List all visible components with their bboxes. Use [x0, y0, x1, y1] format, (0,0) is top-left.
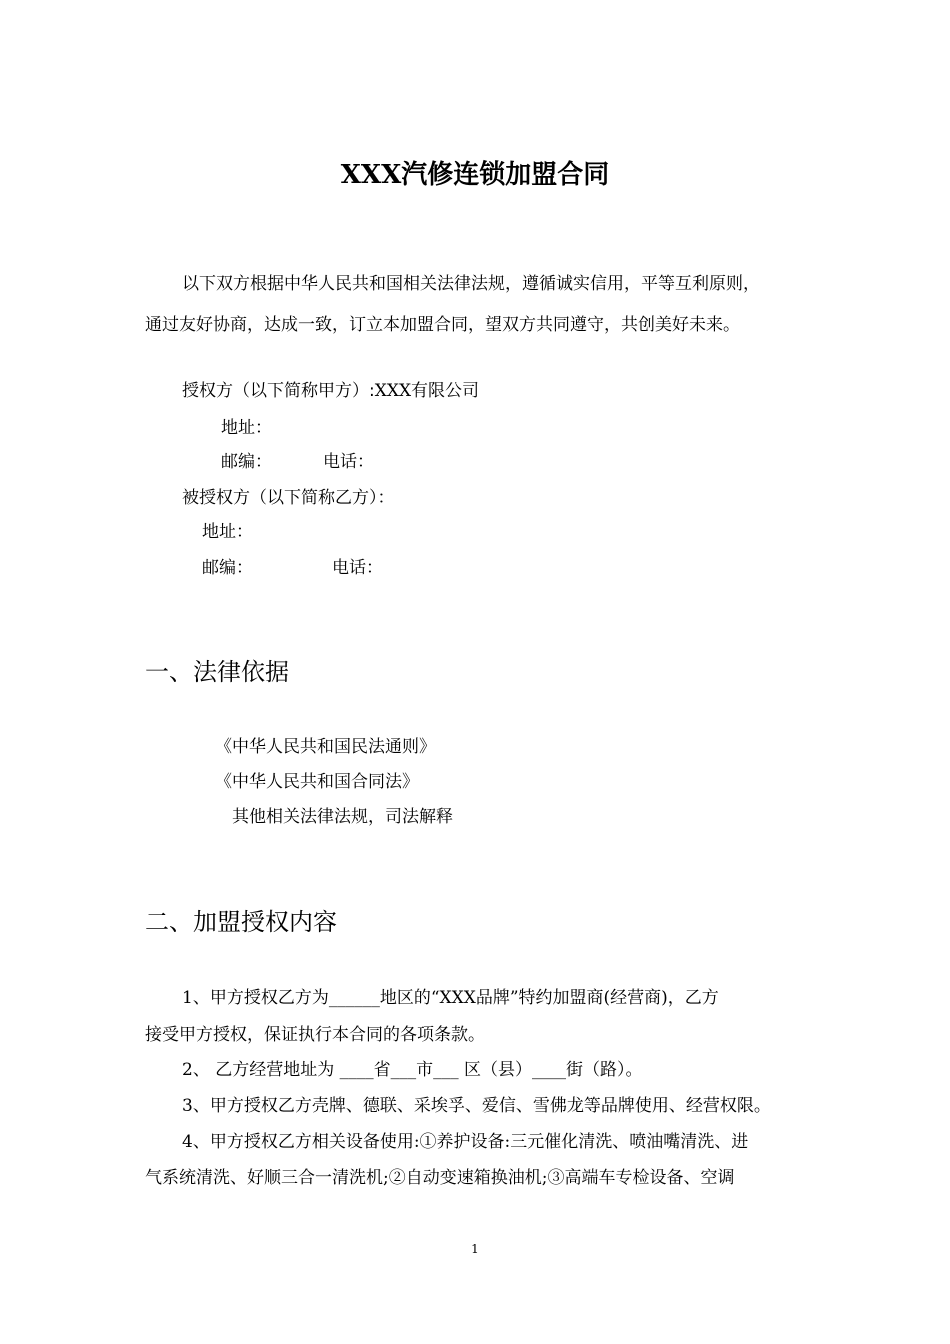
- party-a-name: XXX有限公司: [374, 381, 480, 401]
- party-b-phone-label: 电话：: [332, 558, 383, 578]
- party-a-address-label: 地址：: [221, 418, 272, 438]
- clause-2: 2、 乙方经营地址为 ____省___市___ 区（县）____街（路）。: [182, 1060, 643, 1080]
- page-number: 1: [471, 1242, 479, 1256]
- clause-1-line-1: 1、甲方授权乙方为______地区的“XXX品牌”特约加盟商(经营商)，乙方: [182, 988, 719, 1008]
- party-a-line: [182, 383, 479, 400]
- party-b-postcode-label: 邮编：: [202, 558, 253, 578]
- page-title: XXX汽修连锁加盟合同: [340, 160, 610, 190]
- clause-4-line-2: 气系统清洗、好顺三合一清洗机;②自动变速箱换油机;③高端车专检设备、空调: [145, 1168, 735, 1188]
- law-item-2: 《中华人民共和国合同法》: [215, 772, 419, 792]
- intro-line-1: 以下双方根据中华人民共和国相关法律法规，遵循诚实信用，平等互利原则，: [182, 274, 760, 294]
- party-a-label: 授权方（以下简称甲方）:: [182, 381, 375, 401]
- section-2-heading: 二、加盟授权内容: [145, 908, 337, 936]
- party-a-postcode-label: 邮编：: [221, 452, 272, 472]
- party-a-phone-label: 电话：: [323, 452, 374, 472]
- party-b-address-label: 地址：: [202, 522, 253, 542]
- clause-1-line-2: 接受甲方授权，保证执行本合同的各项条款。: [145, 1025, 485, 1045]
- intro-line-2: 通过友好协商，达成一致，订立本加盟合同，望双方共同遵守，共创美好未来。: [145, 315, 740, 335]
- section-1-heading: 一、法律依据: [145, 658, 289, 686]
- clause-4-line-1: 4、甲方授权乙方相关设备使用:①养护设备:三元催化清洗、喷油嘴清洗、进: [182, 1132, 749, 1152]
- clause-3: 3、甲方授权乙方壳牌、德联、采埃孚、爱信、雪佛龙等品牌使用、经营权限。: [182, 1096, 771, 1116]
- law-item-3: 其他相关法律法规，司法解释: [232, 807, 453, 827]
- party-b-label: 被授权方（以下简称乙方）：: [182, 488, 395, 508]
- law-item-1: 《中华人民共和国民法通则》: [215, 737, 436, 757]
